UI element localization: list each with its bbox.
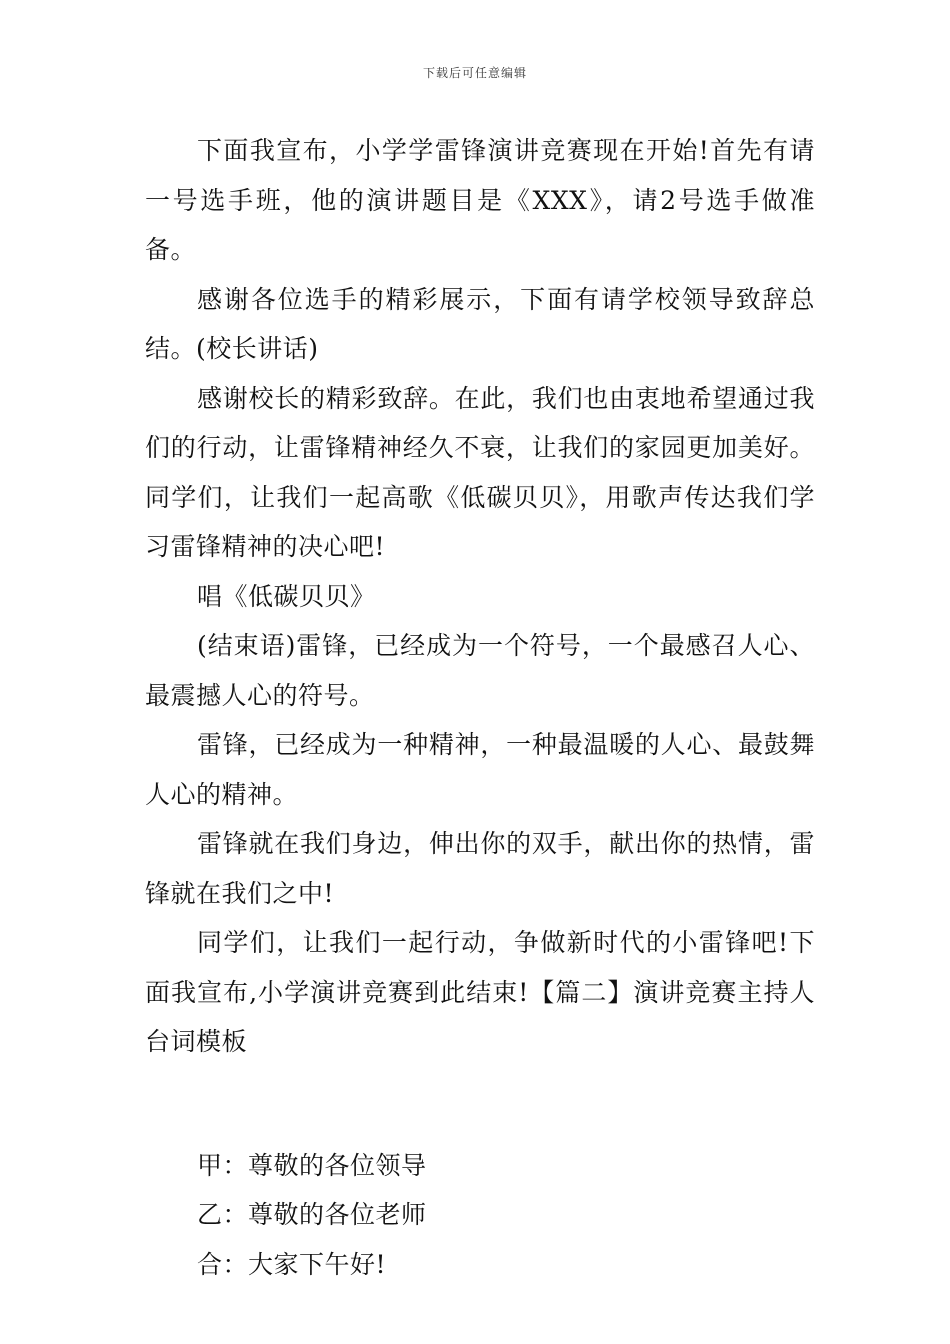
paragraph-thanks-contestants: 感谢各位选手的精彩展示，下面有请学校领导致辞总结。(校长讲话) xyxy=(145,284,815,363)
dialogue-line-yi: 乙：尊敬的各位老师 xyxy=(197,1200,427,1229)
paragraph-closing-4: 同学们，让我们一起行动，争做新时代的小雷锋吧!下面我宣布,小学演讲竞赛到此结束!【篇二】演讲竞赛主持人台词模板 xyxy=(145,928,815,1056)
paragraph-closing-1: (结束语)雷锋，已经成为一个符号，一个最感召人心、最震撼人心的符号。 xyxy=(145,631,815,710)
paragraph-opening: 下面我宣布，小学学雷锋演讲竞赛现在开始!首先有请一号选手班，他的演讲题目是《XXX》，请2号选手做准备。 xyxy=(145,136,815,264)
paragraph-thanks-principal: 感谢校长的精彩致辞。在此，我们也由衷地希望通过我们的行动，让雷锋精神经久不衰，让我们的家园更加美好。同学们，让我们一起高歌《低碳贝贝》，用歌声传达我们学习雷锋精神的决心吧! xyxy=(145,383,815,561)
paragraph-song: 唱《低碳贝贝》 xyxy=(197,581,376,611)
document-body xyxy=(145,126,815,1289)
dialogue-line-jia: 甲：尊敬的各位领导 xyxy=(197,1150,427,1180)
section-spacer xyxy=(145,1067,815,1141)
paragraph-closing-2: 雷锋，已经成为一种精神，一种最温暖的人心、最鼓舞人心的精神。 xyxy=(145,730,815,809)
page-header-note: 下载后可任意编辑 xyxy=(422,66,527,80)
dialogue-line-he: 合：大家下午好! xyxy=(197,1249,387,1279)
paragraph-closing-3: 雷锋就在我们身边，伸出你的双手，献出你的热情，雷锋就在我们之中! xyxy=(145,829,815,908)
